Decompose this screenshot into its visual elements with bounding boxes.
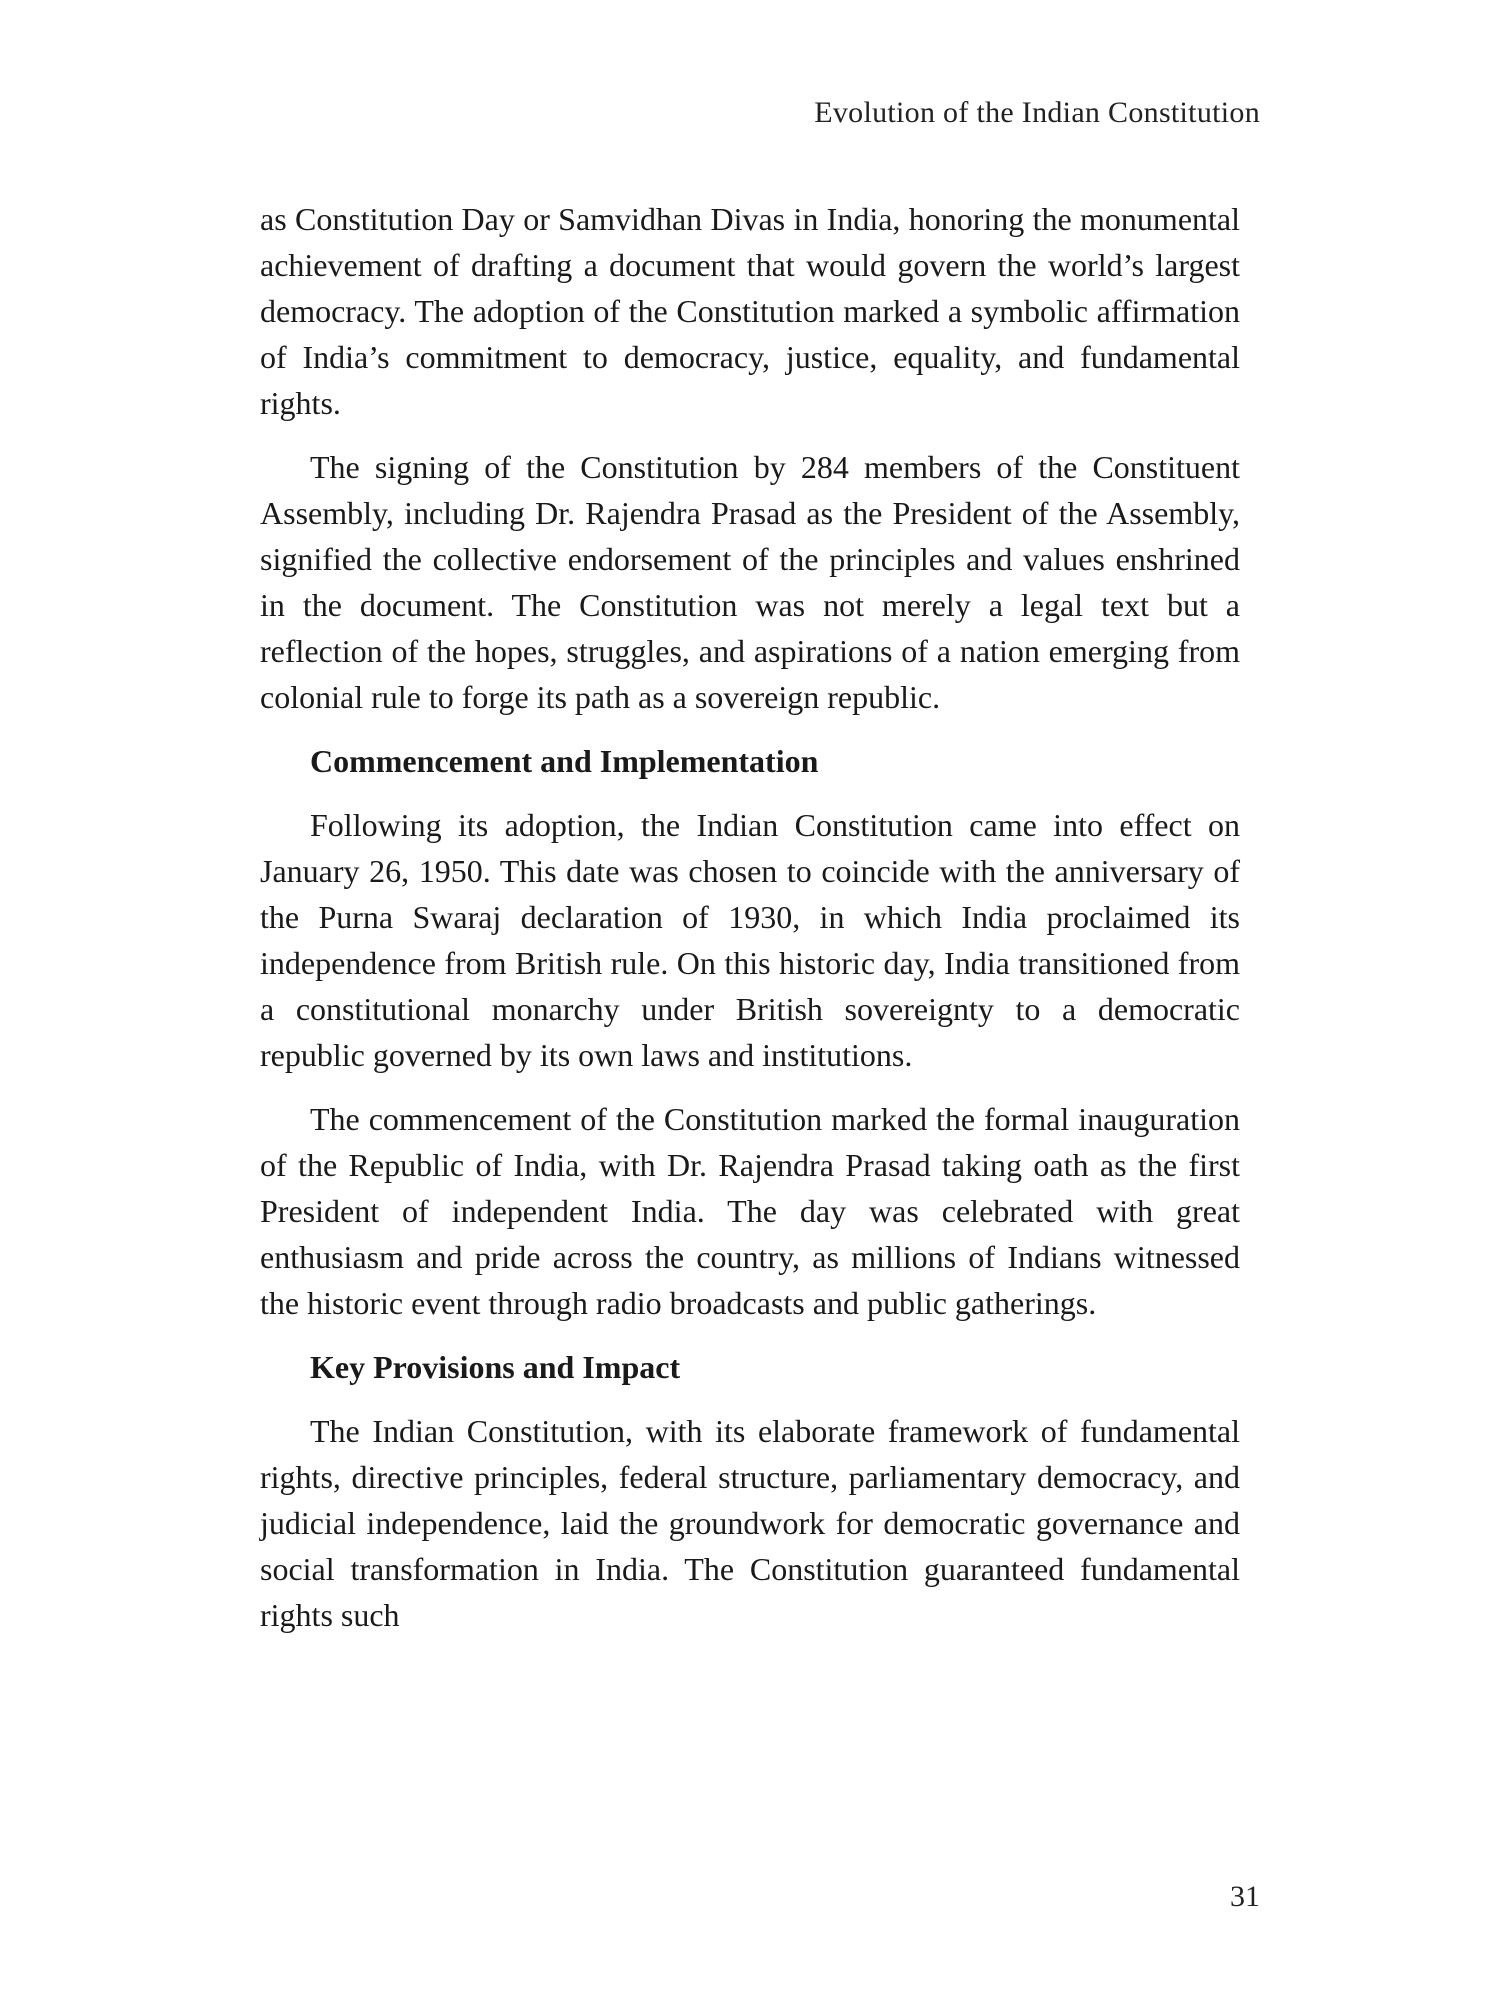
paragraph-adoption: Following its adoption, the Indian Constitution came into effect on January 26, 1950. This date was chosen to coincide with the anniversary of the Purna Swaraj declaration of 1930, in which India proclaimed its independence from British rule. On this historic day, India transitioned from a constitutional monarchy under British sovereignty to a democratic republic governed by its own laws and institutions. <box>260 807 1240 1073</box>
paragraph-inauguration: The commencement of the Constitution marked the formal inauguration of the Republic of India, with Dr. Rajendra Prasad taking oath as the first President of independent India. The day was celebrated with great enthusiasm and pride across the country, as millions of Indians witnessed the historic event through radio broadcasts and public gatherings. <box>260 1101 1240 1321</box>
running-head: Evolution of the Indian Constitution <box>814 96 1260 129</box>
paragraph-signing: The signing of the Constitution by 284 members of the Constituent Assembly, including Dr. Rajendra Prasad as the President of the Assembly, signified the collective endorsement of the principles and values enshrined in the document. The Constitution was not merely a legal text but a reflection of the hopes, struggles, and aspirations of a nation emerging from colonial rule to forge its path as a sovereign republic. <box>260 449 1240 715</box>
body-text <box>260 196 1240 1656</box>
paragraph-continuation: as Constitution Day or Samvidhan Divas in India, honoring the monumental achievement of drafting a document that would govern the world’s largest democracy. The adoption of the Constitution marked a symbolic affirmation of India’s commitment to democracy, justice, equality, and fundamental rights. <box>260 201 1240 421</box>
section-heading-provisions: Key Provisions and Impact <box>310 1349 681 1385</box>
paragraph-provisions: The Indian Constitution, with its elaborate framework of fundamental rights, directive principles, federal structure, parliamentary democracy, and judicial independence, laid the groundwork for democratic governance and social transformation in India. The Constitution guaranteed fundamental rights such <box>260 1413 1240 1633</box>
section-heading-commencement: Commencement and Implementation <box>310 743 819 779</box>
page-number: 31 <box>1230 1880 1260 1913</box>
